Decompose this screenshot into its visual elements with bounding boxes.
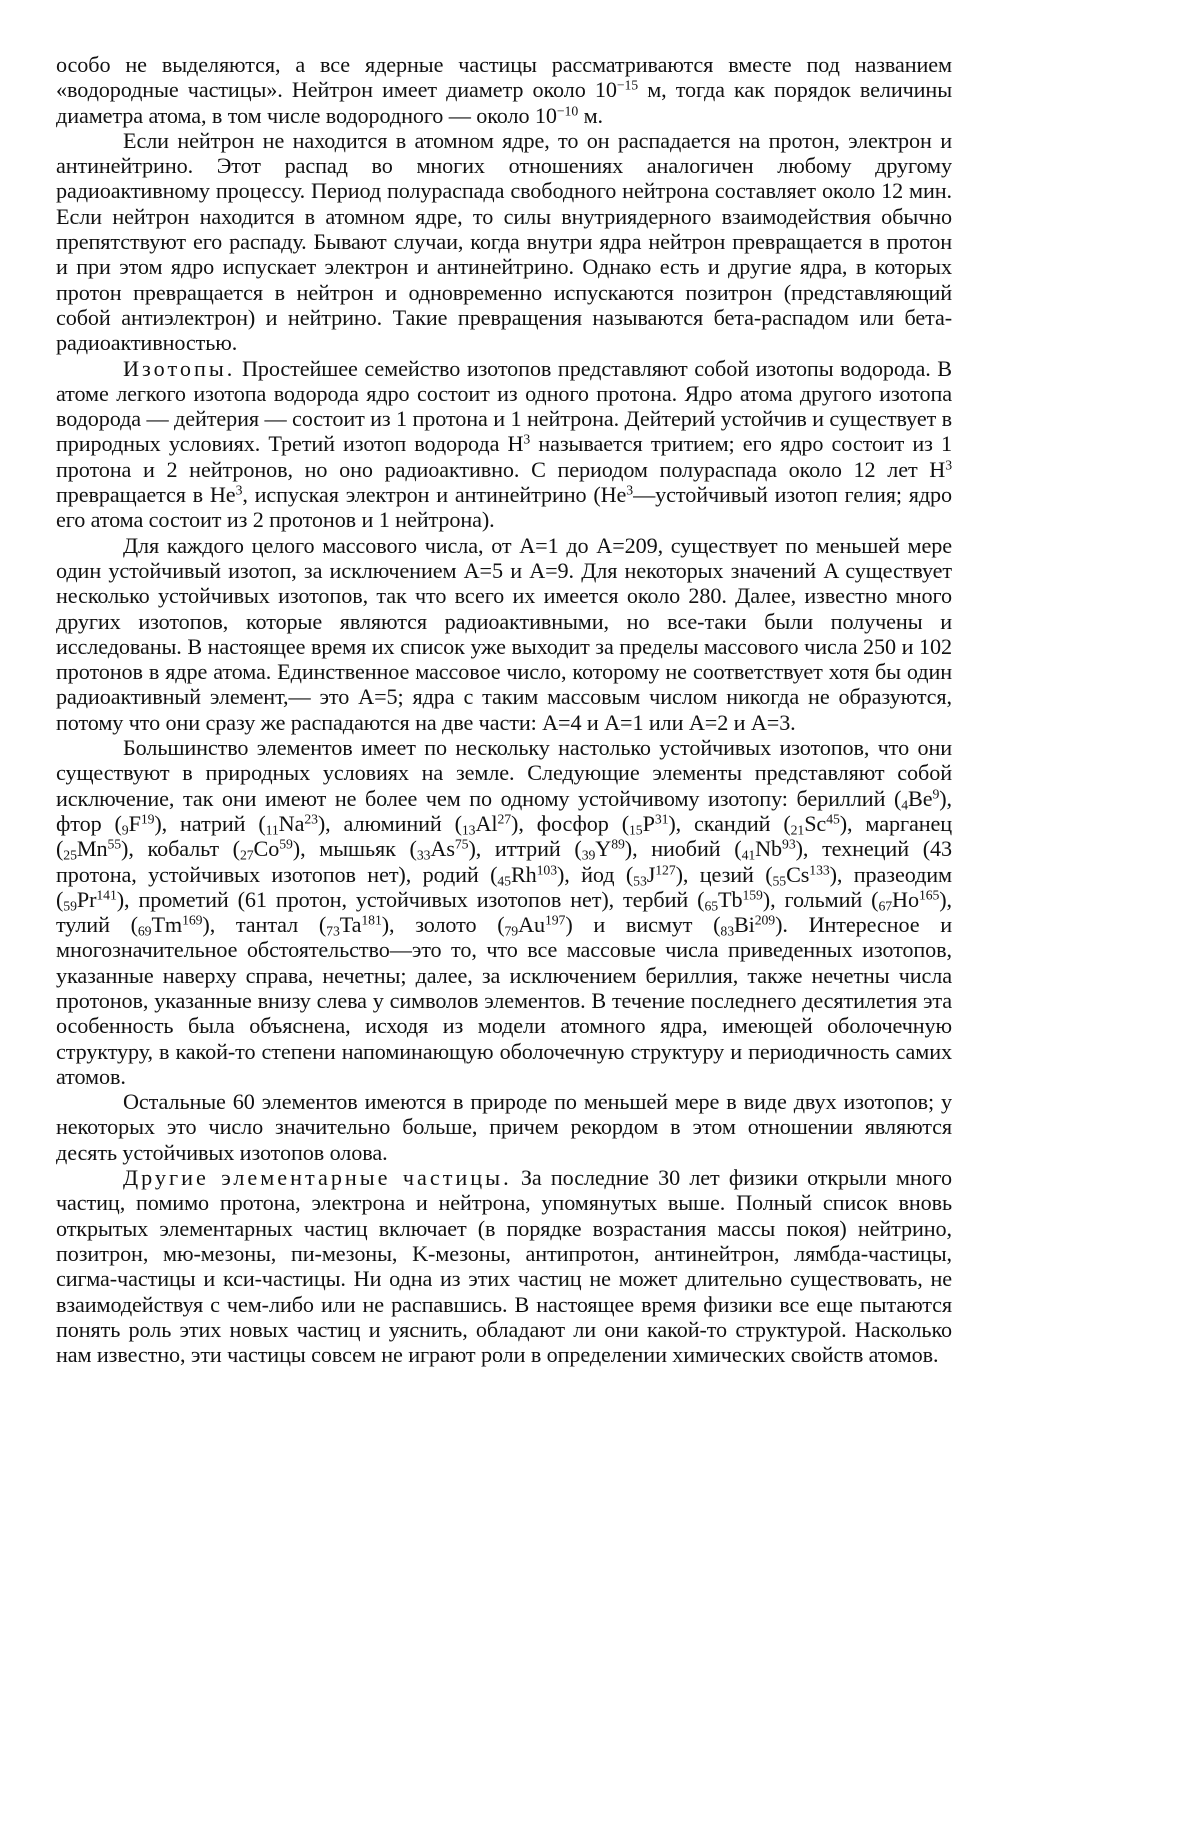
element-symbol: Sc: [804, 810, 827, 836]
mass-number: 3: [523, 431, 531, 447]
paragraph-neutron-decay: Если нейтрон не находится в атомном ядре, то он распадается на протон, электрон и антинейтрино. Этот распад во многих отношениях аналогичен любому другому радиоактивному процессу. Период полураспада свободного нейтрона составляет около 12 мин. Если нейтрон находится в атомном ядре, то силы внутриядерного взаимодействия обычно препятствуют его распаду. Бывают случаи, когда внутри ядра нейтрон превращается в протон и при этом ядро испускает электрон и антинейтрино. Однако есть и другие ядра, в которых протон превращается в нейтрон и одновременно испускаются позитрон (представляющий собой антиэлектрон) и нейтрино. Такие превращения называются бета-распадом или бета-радиоактивностью.: [56, 127, 952, 356]
text-run: ) и висмут (: [565, 912, 721, 938]
atomic-number: 13: [461, 822, 476, 838]
atomic-number: 27: [239, 847, 254, 863]
mass-number: 27: [497, 811, 512, 827]
mass-number: 19: [140, 811, 155, 827]
section-heading-isotopes: Изотопы.: [123, 355, 236, 381]
element-symbol: Rh: [510, 861, 537, 887]
atomic-number: 67: [878, 898, 893, 914]
text-run: м.: [578, 102, 603, 128]
mass-number: 9: [932, 786, 940, 802]
text-run: ), мышьяк (: [292, 836, 417, 862]
element-symbol: Au: [518, 912, 545, 938]
exponent: −15: [616, 77, 639, 93]
text-run: ), иттрий (: [468, 836, 582, 862]
atomic-number: 33: [416, 847, 431, 863]
element-symbol: Ho: [892, 886, 919, 912]
atomic-number: 55: [772, 872, 787, 888]
mass-number: 169: [182, 912, 203, 928]
element-symbol: Co: [253, 836, 280, 862]
text-run: ), алюминий (: [317, 810, 462, 836]
mass-number: 197: [544, 912, 566, 928]
text-run: ), йод (: [556, 861, 634, 887]
element-symbol: Tm: [151, 912, 183, 938]
atomic-number: 15: [629, 822, 643, 838]
text-run: ), технеций (43 протона, устойчивых изотопов нет), родий (: [56, 836, 952, 887]
exponent: −10: [556, 103, 579, 119]
text-run: называется тритием; его ядро состоит из 1 протона и 2 нейтронов, но оно радиоактивно. С периодом полураспада около 12 лет H: [56, 431, 952, 482]
mass-number: 3: [945, 457, 952, 473]
atomic-number: 39: [581, 847, 596, 863]
atomic-number: 9: [121, 822, 129, 838]
paragraph-other-particles: [56, 1165, 952, 1367]
text-run: ), тантал (: [202, 912, 327, 938]
atomic-number: 65: [704, 898, 718, 914]
mass-number: 31: [654, 811, 669, 827]
mass-number: 23: [304, 811, 318, 827]
mass-number: 89: [611, 836, 625, 852]
atomic-number: 4: [901, 797, 909, 813]
atomic-number: 59: [63, 898, 77, 914]
text-run: особо не выделяются, а все ядерные частицы рассматриваются вместе под названием «водородные частицы». Нейтрон имеет диаметр около 10: [56, 52, 952, 103]
mass-number: 45: [826, 811, 840, 827]
text-run: ), празеодим (: [56, 861, 952, 912]
paragraph-stable-isotopes: [56, 735, 952, 1089]
text-run: ), золото (: [381, 912, 505, 938]
text-run: Большинство элементов имеет по нескольку настолько устойчивых изотопов, что они существуют в природных условиях на земле. Следующие элементы представляют собой исключение, так они имеют не более чем по одному устойчивому изотопу: бериллий (: [56, 735, 952, 811]
atomic-number: 25: [63, 847, 77, 863]
atomic-number: 21: [790, 822, 805, 838]
text-run: Простейшее семейство изотопов представляют собой изотопы водорода. В атоме легкого изотопа водорода ядро состоит из одного протона. Ядро атома другого изотопа водорода — дейтерия — состоит из 1 протона и 1 нейтрона. Дейтерий устойчив и существует в природных условиях. Третий изотоп водорода H: [56, 355, 952, 457]
text-run: —устойчивый изотоп гелия; ядро его атома состоит из 2 протонов и 1 нейтрона).: [56, 482, 952, 533]
mass-number: 133: [809, 861, 830, 877]
atomic-number: 73: [326, 923, 340, 939]
mass-number: 55: [107, 836, 122, 852]
paragraph-other-elements: Остальные 60 элементов имеются в природе по меньшей мере в виде двух изотопов; у некоторых это число значительно больше, причем рекордом в этом отношении являются десять устойчивых изотопов олова.: [56, 1089, 952, 1165]
atomic-number: 83: [720, 923, 734, 939]
mass-number: 75: [454, 836, 469, 852]
text-run: превращается в He: [56, 482, 236, 508]
text-run: ), фосфор (: [511, 810, 630, 836]
element-symbol: Be: [908, 785, 933, 811]
text-run: , испуская электрон и антинейтрино (He: [242, 482, 627, 508]
text-run: ), ниобий (: [624, 836, 742, 862]
element-symbol: Ta: [339, 912, 362, 938]
element-symbol: Y: [595, 836, 612, 862]
paragraph-isotopes: [56, 356, 952, 533]
text-run: ), марганец (: [56, 810, 952, 862]
element-symbol: Tb: [718, 886, 743, 912]
element-symbol: Cs: [786, 861, 810, 887]
element-symbol: Al: [475, 810, 498, 836]
mass-number: 165: [918, 887, 940, 903]
text-run: ), кобальт (: [121, 836, 240, 862]
text-run: ), фтор (: [56, 785, 952, 836]
mass-number: 209: [754, 912, 776, 928]
mass-number: 103: [536, 861, 557, 877]
mass-number: 159: [742, 887, 763, 903]
paragraph-continuation: [56, 52, 952, 128]
text-run: ), скандий (: [668, 810, 791, 836]
text-run: м, тогда как порядок величины диаметра атома, в том числе водородного — около 10: [56, 77, 952, 128]
atomic-number: 53: [633, 872, 647, 888]
element-symbol: F: [128, 810, 141, 836]
text-run: ), прометий (61 протон, устойчивых изотопов нет), тербий (: [116, 886, 705, 912]
text-run: За последние 30 лет физики открыли много частиц, помимо протона, электрона и нейтрона, упомянутых выше. Полный список вновь открытых элементарных частиц включает (в порядке возрастания массы покоя) нейтрино, позитрон, мю-мезоны, пи-мезоны, K-мезоны, антипротон, антинейтрон, лямбда-частицы, сигма-частицы и кси-частицы. Ни одна из этих частиц не может длительно существовать, не взаимодействуя с чем-либо или не распавшись. В настоящее время физики все еще пытаются понять роль этих новых частиц и уяснить, обладают ли они какой-то структурой. Насколько нам известно, эти частицы совсем не играют роли в определении химических свойств атомов.: [56, 1165, 952, 1368]
element-symbol: Nb: [755, 836, 783, 862]
atomic-number: 69: [137, 923, 152, 939]
atomic-number: 79: [504, 923, 519, 939]
element-symbol: Mn: [76, 836, 108, 862]
element-symbol: P: [642, 810, 655, 836]
mass-number: 3: [235, 482, 243, 498]
book-page: [56, 52, 952, 1822]
mass-number: 127: [655, 861, 676, 877]
mass-number: 181: [361, 912, 382, 928]
atomic-number: 41: [741, 847, 756, 863]
text-run: ), тулий (: [56, 886, 952, 938]
element-symbol: As: [430, 836, 455, 862]
paragraph-mass-numbers: Для каждого целого массового числа, от A=1 до A=209, существует по меньшей мере один устойчивый изотоп, за исключением A=5 и A=9. Для некоторых значений A существует несколько устойчивых изотопов, так что всего их имеется около 280. Далее, известно много других изотопов, которые являются радиоактивными, но все-таки были получены и исследованы. В настоящее время их список уже выходит за пределы массового числа 250 и 102 протонов в ядре атома. Единственное массовое число, которому не соответствует хотя бы один радиоактивный элемент,— это A=5; ядра с таким массовым числом никогда не образуются, потому что они сразу же распадаются на две части: A=4 и A=1 или A=2 и A=3.: [56, 532, 952, 735]
element-symbol: Bi: [733, 912, 755, 938]
atomic-number: 45: [497, 872, 511, 888]
text-run: ), цезий (: [675, 861, 773, 887]
text-run: ), гольмий (: [762, 886, 879, 912]
mass-number: 3: [626, 482, 634, 498]
mass-number: 141: [96, 887, 117, 903]
text-run: ), натрий (: [154, 810, 266, 836]
element-symbol: Pr: [76, 886, 97, 912]
atomic-number: 11: [265, 822, 279, 838]
section-heading-other-particles: Другие элементарные частицы.: [123, 1165, 512, 1191]
mass-number: 59: [279, 836, 293, 852]
element-symbol: J: [646, 861, 656, 887]
text-run: ). Интересное и многозначительное обстоятельство—это то, что все массовые числа приведенных изотопов, указанные наверху справа, нечетны; далее, за исключением бериллия, также нечетны числа протонов, указанные внизу слева у символов элементов. В течение последнего десятилетия эта особенность была объяснена, исходя из модели атомного ядра, имеющей оболочечную структуру, в какой-то степени напоминающую оболочечную структуру и периодичность самих атомов.: [56, 912, 952, 1089]
mass-number: 93: [782, 836, 796, 852]
element-symbol: Na: [278, 810, 305, 836]
